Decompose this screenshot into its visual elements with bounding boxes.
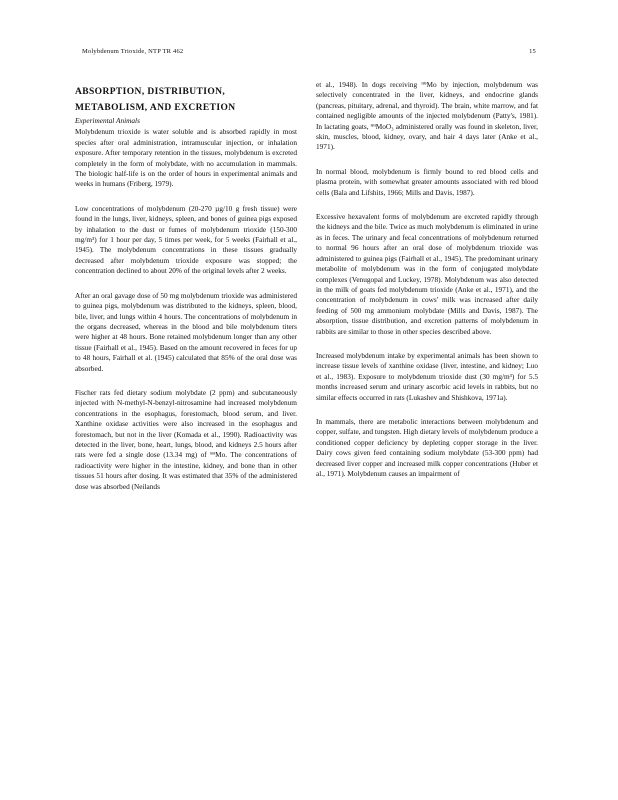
paragraph: Low concentrations of molybdenum (20-270 µg/10 g fresh tissue) were found in the lungs, liver, kidneys, spleen, and bones of guinea pigs exposed by inhalation to the dust or fumes of molybdenum trioxide (150-300 mg/m³) for 1 hour per day, 5 times per week, for 5 weeks (Fairhall et al., 1945). The molybdenum concentrations in these tissues gradually decreased after molybdenum trioxide exposure was stopped; the concentration declined to about 20% of the original levels after 2 weeks. [75,203,297,276]
paragraph: Excessive hexavalent forms of molybdenum are excreted rapidly through the kidneys and the bile. Twice as much molybdenum is eliminated in urine as in feces. The urinary and fecal concentrations of molybdenum returned to normal 96 hours after an oral dose of molybdenum trioxide was administered to guinea pigs (Fairhall et al., 1945). The predominant urinary metabolite of molybdenum was in the form of conjugated molybdate complexes (Venugopal and Luckey, 1978). Molybdenum was also detected in the milk of goats fed molybdenum trioxide (Anke et al., 1971), and the concentration of molybdenum in cows' milk was increased after daily feeding of 500 mg ammonium molybdate (Mills and Davis, 1987). The absorption, tissue distribution, and excretion patterns of molybdenum in rabbits are similar to those in other species described above. [316,212,538,336]
paragraph: In mammals, there are metabolic interactions between molybdenum and copper, sulfate, and tungsten. High dietary levels of molybdenum produce a conditioned copper deficiency by depleting copper storage in the liver. Dairy cows given feed containing sodium molybdate (53-300 ppm) had decreased liver copper and increased milk copper concentrations (Huber et al., 1971). Molybdenum causes an impairment of [316,416,538,478]
section-title-line-2: METABOLISM, AND EXCRETION [75,103,236,113]
left-column [75,80,297,506]
paragraph: Increased molybdenum intake by experimental animals has been shown to increase tissue levels of xanthine oxidase (liver, intestine, and kidney; Luo et al., 1983). Exposure to molybdenum trioxide dust (30 mg/m³) for 5.5 months increased serum and urinary ascorbic acid levels in rabbits, but no similar effects occurred in rats (Lukashev and Shishkova, 1971a). [316,350,538,402]
subheading-experimental-animals: Experimental Animals [75,116,140,125]
paragraph: et al., 1948). In dogs receiving ⁹⁹Mo by injection, molybdenum was selectively concentrated in the liver, kidneys, and endocrine glands (pancreas, pituitary, adrenal, and thyroid). The brain, white marrow, and fat contained negligible amounts of the injected molybdenum (Patty's, 1981). In lactating goats, ⁹⁹MoO₃ administered orally was found in skeleton, liver, skin, muscles, blood, kidney, ovary, and hair 4 days later (Anke et al., 1971). [316,80,538,152]
section-title-line-1: ABSORPTION, DISTRIBUTION, [75,87,226,97]
paragraph: After an oral gavage dose of 50 mg molybdenum trioxide was administered to guinea pigs, molybdenum was distributed to the kidneys, spleen, blood, bile, liver, and lungs within 4 hours. The concentrations of molybdenum in the organs decreased, whereas in the blood and bile molybdenum titers were higher at 48 hours. Bone retained molybdenum longer than any other tissue (Fairhall et al., 1945). Based on the amount recovered in feces for up to 48 hours, Fairhall et al. (1945) calculated that 85% of the oral dose was absorbed. [75,290,297,373]
page-number: 15 [529,48,536,55]
paragraph: Fischer rats fed dietary sodium molybdate (2 ppm) and subcutaneously injected with N-methyl-N-benzyl-nitrosamine had increased molybdenum concentrations in the esophagus, forestomach, blood serum, and liver. Xanthine oxidase activities were also increased in the esophagus and forestomach, but not in the liver (Komada et al., 1990). Radioactivity was detected in the liver, bone, heart, lungs, blood, and kidneys 2.5 hours after rats were fed a single dose (13.34 mg) of ⁹⁹Mo. The concentrations of radioactivity were higher in the intestine, kidney, and bone than in other tissues 51 hours after dosing. It was estimated that 35% of the administered dose was absorbed (Neilands [75,387,297,491]
right-column [316,80,538,493]
running-header: Molybdenum Trioxide, NTP TR 462 [82,48,184,55]
paragraph: Molybdenum trioxide is water soluble and is absorbed rapidly in most species after oral administration, intramuscular injection, or inhalation exposure. After temporary retention in the tissues, molybdenum is excreted completely in the form of molybdate, with no accumulation in mammals. The biologic half-life is on the order of hours in experimental animals and weeks in humans (Friberg, 1979). [75,127,297,189]
paragraph: In normal blood, molybdenum is firmly bound to red blood cells and plasma protein, with somewhat greater amounts associated with red blood cells (Bala and Lifshits, 1966; Mills and Davis, 1987). [316,166,538,197]
